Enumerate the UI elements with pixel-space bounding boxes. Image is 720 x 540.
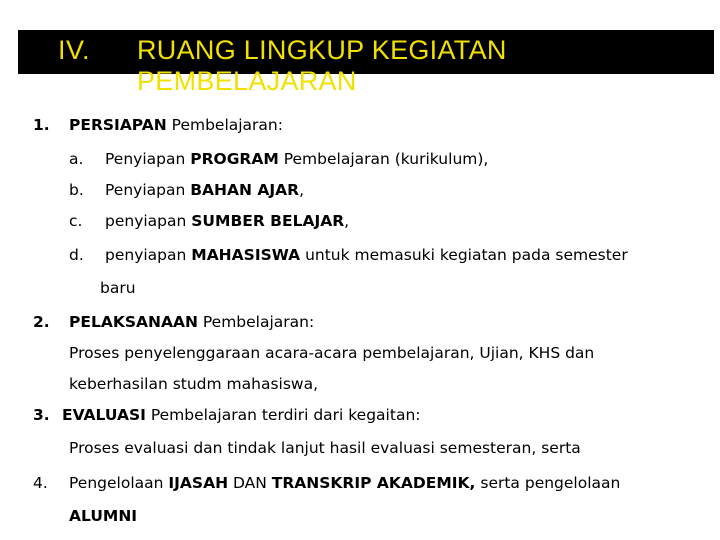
item-3-desc-line-1: Proses evaluasi dan tindak lanjut hasil evaluasi semesteran, serta: [69, 439, 581, 457]
page-title: RUANG LINGKUP KEGIATAN PEMBELAJARAN: [137, 35, 507, 96]
item-2-desc-line-2: keberhasilan studm mahasiswa,: [69, 375, 319, 393]
item-4-text: [69, 474, 620, 492]
subitem-b-pre: Penyiapan: [105, 181, 191, 199]
subitem-d-continuation: baru: [100, 279, 136, 297]
item-4-continuation: ALUMNI: [69, 507, 138, 525]
item-2-heading: [69, 313, 314, 331]
item-4-keyword-2: TRANSKRIP AKADEMIK,: [271, 474, 476, 492]
item-2-desc-line-1: Proses penyelenggaraan acara-acara pembelajaran, Ujian, KHS dan: [69, 344, 595, 362]
subitem-b-text: [105, 181, 304, 199]
item-2-keyword: PELAKSANAAN: [69, 313, 198, 331]
title-number: IV.: [58, 35, 91, 65]
subitem-c-letter: c.: [69, 212, 83, 230]
subitem-b-post: ,: [299, 181, 305, 199]
item-1-keyword: PERSIAPAN: [69, 116, 167, 134]
subitem-a-post: Pembelajaran (kurikulum),: [278, 150, 489, 168]
subitem-c-post: ,: [344, 212, 350, 230]
subitem-b-keyword: BAHAN AJAR: [190, 181, 300, 199]
subitem-d-post: untuk memasuki kegiatan pada semester: [300, 246, 628, 264]
item-4-number: 4.: [33, 474, 48, 492]
item-3-heading: [62, 406, 421, 424]
item-2-number: 2.: [33, 313, 50, 331]
item-1-heading-rest: Pembelajaran:: [166, 116, 283, 134]
item-4-mid: DAN: [228, 474, 272, 492]
item-1-heading: [69, 116, 283, 134]
subitem-d-keyword: MAHASISWA: [191, 246, 301, 264]
subitem-b-letter: b.: [69, 181, 84, 199]
item-3-heading-rest: Pembelajaran terdiri dari kegaitan:: [145, 406, 421, 424]
subitem-d-text: [105, 246, 628, 264]
subitem-c-pre: penyiapan: [105, 212, 192, 230]
item-4-keyword-1: IJASAH: [168, 474, 229, 492]
item-2-heading-rest: Pembelajaran:: [197, 313, 315, 331]
item-3-keyword: EVALUASI: [62, 406, 146, 424]
item-1-number: 1.: [33, 116, 50, 134]
item-4-post: serta pengelolaan: [475, 474, 621, 492]
subitem-a-keyword: PROGRAM: [190, 150, 279, 168]
subitem-d-pre: penyiapan: [105, 246, 192, 264]
subitem-c-text: [105, 212, 349, 230]
subitem-a-text: [105, 150, 488, 168]
subitem-a-pre: Penyiapan: [105, 150, 191, 168]
subitem-c-keyword: SUMBER BELAJAR: [191, 212, 345, 230]
subitem-a-letter: a.: [69, 150, 84, 168]
title-bar: [18, 30, 714, 96]
item-4-pre: Pengelolaan: [69, 474, 169, 492]
item-3-number: 3.: [33, 406, 50, 424]
subitem-d-letter: d.: [69, 246, 84, 264]
